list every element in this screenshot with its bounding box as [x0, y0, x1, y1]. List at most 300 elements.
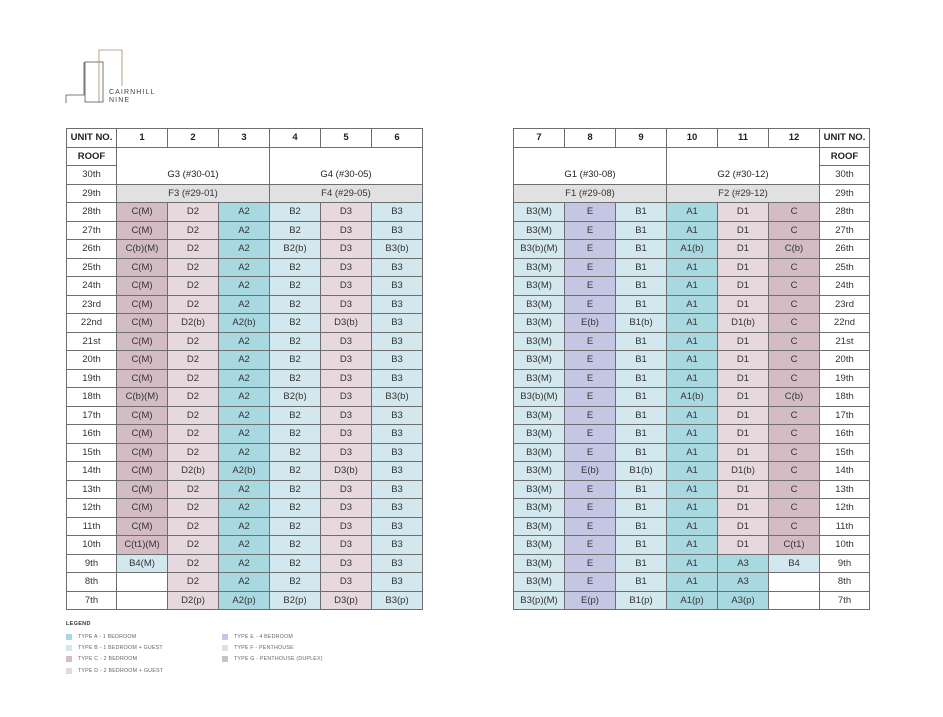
floor-row: [514, 499, 870, 518]
legend-swatch: [222, 634, 228, 640]
unit-cell: D3: [321, 425, 372, 444]
unit-cell: B3(M): [514, 443, 565, 462]
unit-cell: E: [565, 277, 616, 296]
unit-cell: C(M): [117, 203, 168, 222]
unit-cell: C(M): [117, 425, 168, 444]
floor-label: 9th: [820, 554, 870, 573]
penthouse-block-left: G3 (#30-01): [117, 147, 270, 184]
unit-cell: A2: [219, 277, 270, 296]
unit-cell: C: [769, 277, 820, 296]
floor-row: [67, 425, 423, 444]
unit-cell: D2: [168, 221, 219, 240]
unit-cell: B3(M): [514, 480, 565, 499]
unit-cell: B1: [616, 573, 667, 592]
unit-cell: C(b)(M): [117, 240, 168, 259]
penthouse-unit-right: F4 (#29-05): [270, 184, 423, 203]
floor-label: 24th: [820, 277, 870, 296]
unit-cell: D2: [168, 536, 219, 555]
unit-cell: C: [769, 480, 820, 499]
unit-column-header: 9: [616, 129, 667, 148]
unit-cell: A2: [219, 369, 270, 388]
unit-cell: A2: [219, 332, 270, 351]
unit-cell: B2: [270, 277, 321, 296]
unit-cell: D3: [321, 369, 372, 388]
unit-cell: D1: [718, 295, 769, 314]
unit-cell: B2: [270, 369, 321, 388]
unit-column-header: 6: [372, 129, 423, 148]
unit-cell: A1: [667, 443, 718, 462]
unit-cell: D2(b): [168, 314, 219, 333]
unit-cell: A1: [667, 351, 718, 370]
legend-label: TYPE F - PENTHOUSE: [234, 644, 294, 651]
unit-cell: E: [565, 443, 616, 462]
unit-cell: A1: [667, 221, 718, 240]
floor-label: 13th: [67, 480, 117, 499]
unit-cell: B1(b): [616, 462, 667, 481]
unit-cell: A2: [219, 480, 270, 499]
unit-cell: D3: [321, 221, 372, 240]
unit-cell: A1: [667, 480, 718, 499]
unit-cell: E: [565, 240, 616, 259]
unit-cell: D1: [718, 332, 769, 351]
floor-label: 22nd: [67, 314, 117, 333]
unit-cell: A2: [219, 573, 270, 592]
unit-cell: [117, 573, 168, 592]
unit-cell: C(b): [769, 388, 820, 407]
floor-row: [514, 462, 870, 481]
unit-column-header: 4: [270, 129, 321, 148]
unit-cell: B3: [372, 462, 423, 481]
floor-row: [67, 573, 423, 592]
floor-label: 7th: [820, 591, 870, 610]
unit-cell: B2: [270, 554, 321, 573]
unit-cell: B3(M): [514, 573, 565, 592]
penthouse-unit-right: F2 (#29-12): [667, 184, 820, 203]
unit-cell: D3: [321, 573, 372, 592]
unit-cell: B3(M): [514, 536, 565, 555]
unit-cell: B1: [616, 480, 667, 499]
unit-cell: D3: [321, 517, 372, 536]
unit-cell: B3(M): [514, 499, 565, 518]
floor-row: [514, 591, 870, 610]
unit-column-header: 5: [321, 129, 372, 148]
unit-cell: A2: [219, 499, 270, 518]
unit-cell: D3: [321, 388, 372, 407]
unit-cell: D1: [718, 517, 769, 536]
floor-label: 24th: [67, 277, 117, 296]
unit-cell: A1: [667, 277, 718, 296]
floor-row: [514, 573, 870, 592]
unit-cell: C: [769, 203, 820, 222]
unit-cell: B3(M): [514, 258, 565, 277]
floor-row: [67, 258, 423, 277]
unit-cell: B2: [270, 536, 321, 555]
unit-cell: D2: [168, 203, 219, 222]
unit-cell: B3(p)(M): [514, 591, 565, 610]
unit-cell: B2: [270, 517, 321, 536]
unit-column-header: 8: [565, 129, 616, 148]
unit-cell: B3: [372, 277, 423, 296]
unit-cell: A1: [667, 573, 718, 592]
floor-label: 19th: [67, 369, 117, 388]
unit-cell: E: [565, 425, 616, 444]
unit-cell: B3(p): [372, 591, 423, 610]
floor-row: [514, 425, 870, 444]
unit-cell: B1: [616, 536, 667, 555]
unit-column-header: 11: [718, 129, 769, 148]
roof-row: [514, 147, 870, 166]
floor-label: 10th: [67, 536, 117, 555]
unit-cell: B2(b): [270, 388, 321, 407]
floor-row: [514, 240, 870, 259]
unit-cell: D3: [321, 443, 372, 462]
unit-cell: B3(M): [514, 221, 565, 240]
unit-cell: C(M): [117, 462, 168, 481]
unit-cell: B3(M): [514, 332, 565, 351]
floor-label: 23rd: [67, 295, 117, 314]
unit-cell: B1: [616, 351, 667, 370]
unit-cell: D1(b): [718, 314, 769, 333]
floor-label: 29th: [820, 184, 870, 203]
unit-cell: C: [769, 517, 820, 536]
unit-cell: E: [565, 351, 616, 370]
floor-row: [67, 591, 423, 610]
unit-cell: E: [565, 258, 616, 277]
unit-cell: A1: [667, 332, 718, 351]
unit-cell: D2: [168, 480, 219, 499]
unit-cell: B2: [270, 480, 321, 499]
unit-cell: A1: [667, 295, 718, 314]
unit-cell: C: [769, 295, 820, 314]
floor-label: 15th: [820, 443, 870, 462]
unit-cell: A1: [667, 369, 718, 388]
unit-cell: B2(p): [270, 591, 321, 610]
unit-cell: E: [565, 554, 616, 573]
floor-label: 9th: [67, 554, 117, 573]
floor-label: 10th: [820, 536, 870, 555]
unit-cell: D2(b): [168, 462, 219, 481]
floor-row: [514, 277, 870, 296]
unit-cell: A2: [219, 203, 270, 222]
unit-no-header: UNIT NO.: [67, 129, 117, 148]
unit-cell: B3(M): [514, 314, 565, 333]
legend-label: TYPE A - 1 BEDROOM: [78, 633, 137, 640]
floor-label: 11th: [67, 517, 117, 536]
floor-label: 30th: [820, 166, 870, 185]
floor-label: 27th: [67, 221, 117, 240]
floor-row: [67, 517, 423, 536]
unit-cell: A2: [219, 258, 270, 277]
unit-cell: B2(b): [270, 240, 321, 259]
floor-row: [67, 406, 423, 425]
unit-cell: A2(b): [219, 462, 270, 481]
floor-label: 25th: [820, 258, 870, 277]
unit-cell: D2(p): [168, 591, 219, 610]
unit-cell: B3(M): [514, 425, 565, 444]
floor-label: 20th: [67, 351, 117, 370]
unit-cell: B1(b): [616, 314, 667, 333]
unit-cell: C(M): [117, 406, 168, 425]
unit-cell: D3(b): [321, 314, 372, 333]
unit-cell: D1: [718, 425, 769, 444]
floor-row: [67, 332, 423, 351]
floor-label: 23rd: [820, 295, 870, 314]
unit-cell: B1: [616, 295, 667, 314]
floor-label: 19th: [820, 369, 870, 388]
unit-cell: D2: [168, 406, 219, 425]
unit-cell: D3: [321, 480, 372, 499]
unit-cell: B3(M): [514, 203, 565, 222]
unit-cell: A3: [718, 573, 769, 592]
header-row: [67, 129, 423, 148]
floor-label: 16th: [820, 425, 870, 444]
unit-cell: A2(p): [219, 591, 270, 610]
floor-row: [67, 499, 423, 518]
legend-label: TYPE D - 2 BEDROOM + GUEST: [78, 667, 164, 674]
floor-row: [514, 388, 870, 407]
unit-cell: B1: [616, 406, 667, 425]
unit-cell: C(M): [117, 295, 168, 314]
unit-cell: D2: [168, 351, 219, 370]
unit-cell: C: [769, 221, 820, 240]
unit-cell: A1: [667, 258, 718, 277]
unit-cell: D2: [168, 240, 219, 259]
unit-cell: D3: [321, 499, 372, 518]
unit-cell: D1: [718, 351, 769, 370]
floor-label: 16th: [67, 425, 117, 444]
floor-row: [67, 536, 423, 555]
unit-column-header: 3: [219, 129, 270, 148]
logo-line-1: CAIRNHILL: [109, 89, 156, 96]
unit-cell: B2: [270, 314, 321, 333]
unit-cell: A1: [667, 203, 718, 222]
unit-cell: A2: [219, 221, 270, 240]
legend-swatch: [66, 645, 72, 651]
unit-cell: D1: [718, 258, 769, 277]
floor-row: [67, 295, 423, 314]
unit-cell: C(M): [117, 517, 168, 536]
unit-cell: D2: [168, 369, 219, 388]
unit-cell: [769, 573, 820, 592]
unit-cell: B1: [616, 443, 667, 462]
unit-cell: C: [769, 443, 820, 462]
unit-cell: D3: [321, 332, 372, 351]
unit-cell: D1: [718, 221, 769, 240]
legend-label: TYPE C - 2 BEDROOM: [78, 656, 138, 663]
penthouse-block-right: G2 (#30-12): [667, 147, 820, 184]
legend-column-1: [66, 631, 226, 676]
unit-cell: D3: [321, 277, 372, 296]
unit-cell: E: [565, 499, 616, 518]
unit-cell: D2: [168, 295, 219, 314]
unit-cell: B3: [372, 443, 423, 462]
unit-cell: A1: [667, 406, 718, 425]
unit-cell: C(M): [117, 258, 168, 277]
unit-cell: D1: [718, 536, 769, 555]
unit-cell: B3(M): [514, 462, 565, 481]
unit-cell: D2: [168, 517, 219, 536]
floor-row: [67, 184, 423, 203]
floor-label: 14th: [820, 462, 870, 481]
floor-row: [67, 314, 423, 333]
unit-cell: A1: [667, 499, 718, 518]
unit-cell: C(M): [117, 443, 168, 462]
unit-column-header: 2: [168, 129, 219, 148]
legend-title: LEGEND: [66, 621, 91, 627]
unit-cell: B1: [616, 499, 667, 518]
unit-cell: B1: [616, 388, 667, 407]
unit-cell: C: [769, 351, 820, 370]
unit-cell: B3(b)(M): [514, 388, 565, 407]
stacking-chart-left: [66, 128, 423, 610]
legend-label: TYPE G - PENTHOUSE (DUPLEX): [234, 656, 323, 663]
unit-cell: B3(M): [514, 554, 565, 573]
unit-cell: A1: [667, 462, 718, 481]
floor-label: 8th: [820, 573, 870, 592]
unit-cell: B3(M): [514, 295, 565, 314]
unit-cell: D2: [168, 277, 219, 296]
unit-cell: E: [565, 480, 616, 499]
unit-cell: A2: [219, 240, 270, 259]
floor-label: 12th: [820, 499, 870, 518]
floor-label-roof: ROOF: [67, 147, 117, 166]
legend-item: [222, 631, 382, 642]
floor-row: [514, 332, 870, 351]
floor-row: [67, 203, 423, 222]
floor-row: [67, 554, 423, 573]
unit-cell: E: [565, 517, 616, 536]
floor-row: [514, 369, 870, 388]
unit-cell: A2: [219, 406, 270, 425]
unit-cell: D2: [168, 388, 219, 407]
floor-label: 18th: [820, 388, 870, 407]
unit-column-header: 12: [769, 129, 820, 148]
stacking-chart-right: [513, 128, 870, 610]
floor-label: 17th: [67, 406, 117, 425]
floor-label: 28th: [820, 203, 870, 222]
penthouse-unit-left: F3 (#29-01): [117, 184, 270, 203]
unit-cell: B3: [372, 295, 423, 314]
unit-cell: E(b): [565, 314, 616, 333]
legend-swatch: [66, 656, 72, 662]
legend-swatch: [222, 645, 228, 651]
unit-cell: B3(M): [514, 406, 565, 425]
unit-cell: E(p): [565, 591, 616, 610]
unit-cell: A1(b): [667, 388, 718, 407]
unit-cell: C: [769, 258, 820, 277]
unit-cell: A2: [219, 554, 270, 573]
unit-cell: B3(b)(M): [514, 240, 565, 259]
unit-cell: A2(b): [219, 314, 270, 333]
floor-row: [67, 240, 423, 259]
unit-cell: B2: [270, 443, 321, 462]
floor-row: [67, 480, 423, 499]
unit-cell: B3: [372, 351, 423, 370]
floor-label: 11th: [820, 517, 870, 536]
unit-cell: B2: [270, 332, 321, 351]
unit-cell: B3(M): [514, 369, 565, 388]
unit-cell: A2: [219, 388, 270, 407]
legend-item: [222, 642, 382, 653]
unit-cell: D3(b): [321, 462, 372, 481]
unit-cell: D3: [321, 203, 372, 222]
unit-cell: D3(p): [321, 591, 372, 610]
floor-label: 20th: [820, 351, 870, 370]
unit-cell: B3: [372, 425, 423, 444]
unit-cell: B3: [372, 573, 423, 592]
unit-cell: B2: [270, 406, 321, 425]
legend-label: TYPE B - 1 BEDROOM + GUEST: [78, 644, 163, 651]
unit-cell: B3: [372, 314, 423, 333]
floor-row: [514, 258, 870, 277]
unit-cell: B2: [270, 462, 321, 481]
legend-label: TYPE E - 4 BEDROOM: [234, 633, 293, 640]
legend-column-2: [222, 631, 382, 665]
unit-cell: D1: [718, 369, 769, 388]
unit-column-header: 10: [667, 129, 718, 148]
floor-label: 8th: [67, 573, 117, 592]
floor-row: [514, 406, 870, 425]
floor-label: 22nd: [820, 314, 870, 333]
unit-cell: B3: [372, 369, 423, 388]
unit-cell: C: [769, 369, 820, 388]
legend-item: [222, 654, 382, 665]
unit-cell: D2: [168, 573, 219, 592]
unit-cell: D3: [321, 554, 372, 573]
unit-cell: E: [565, 388, 616, 407]
unit-cell: D1: [718, 240, 769, 259]
unit-cell: D1: [718, 277, 769, 296]
unit-cell: D1: [718, 480, 769, 499]
unit-cell: B2: [270, 351, 321, 370]
unit-cell: D3: [321, 295, 372, 314]
unit-cell: B3(M): [514, 277, 565, 296]
floor-label: 18th: [67, 388, 117, 407]
unit-cell: D3: [321, 351, 372, 370]
unit-cell: A2: [219, 517, 270, 536]
unit-cell: C(M): [117, 369, 168, 388]
unit-cell: E: [565, 406, 616, 425]
unit-cell: C: [769, 332, 820, 351]
unit-cell: B3(b): [372, 240, 423, 259]
floor-row: [514, 221, 870, 240]
unit-cell: E: [565, 203, 616, 222]
unit-cell: A3: [718, 554, 769, 573]
logo-wordmark: [109, 89, 155, 105]
floor-label: 29th: [67, 184, 117, 203]
unit-cell: A1: [667, 425, 718, 444]
unit-cell: C: [769, 499, 820, 518]
unit-cell: A2: [219, 351, 270, 370]
unit-cell: A1(b): [667, 240, 718, 259]
unit-cell: D1: [718, 388, 769, 407]
unit-cell: C: [769, 425, 820, 444]
floor-row: [514, 517, 870, 536]
unit-cell: D1: [718, 406, 769, 425]
unit-cell: E: [565, 332, 616, 351]
unit-cell: B3: [372, 554, 423, 573]
unit-cell: D2: [168, 499, 219, 518]
unit-cell: C: [769, 462, 820, 481]
unit-column-header: 1: [117, 129, 168, 148]
unit-cell: C(M): [117, 332, 168, 351]
unit-cell: A2: [219, 536, 270, 555]
floor-label: 26th: [67, 240, 117, 259]
header-row: [514, 129, 870, 148]
floor-row: [514, 536, 870, 555]
unit-cell: D1: [718, 499, 769, 518]
unit-cell: B3: [372, 499, 423, 518]
